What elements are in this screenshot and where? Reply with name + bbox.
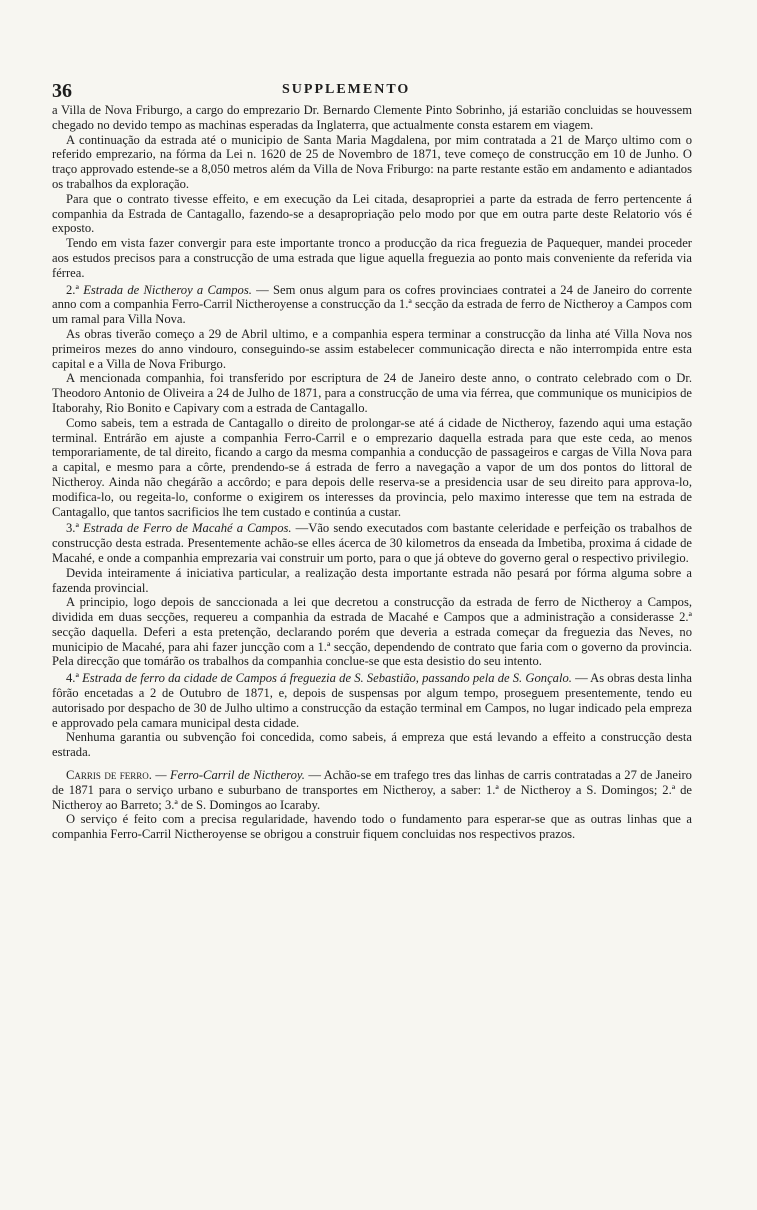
section-paragraph xyxy=(52,283,692,327)
paragraph xyxy=(52,371,692,415)
paragraph-text: Tendo em vista fazer convergir para este importante tronco a producção da rica freguezia de Paquequer, mandei proceder aos estudos precisos para a construcção de uma estrada que ligue aquella freguezia ao ponto mais conveniente da referida via férrea. xyxy=(52,236,692,280)
section-title: Estrada de Nictheroy a Campos. xyxy=(83,282,252,297)
paragraph-text: Devida inteiramente á iniciativa particular, a realização desta importante estrada não pesará por fórma alguma sobre a fazenda provincial. xyxy=(52,565,692,595)
paragraph xyxy=(52,730,692,760)
paragraph xyxy=(52,327,692,371)
paragraph xyxy=(52,566,692,596)
page-number: 36 xyxy=(52,80,72,102)
paragraph xyxy=(52,236,692,280)
body-text xyxy=(52,103,692,842)
running-title: SUPPLEMENTO xyxy=(282,82,411,97)
paragraph-text: O serviço é feito com a precisa regularidade, havendo todo o fundamento para esperar-se que as outras linhas que a companhia Ferro-Carril Nictheroyense se obrigou a construir fiquem concluidas nos respectivos prazos. xyxy=(52,812,692,842)
section-paragraph xyxy=(52,671,692,730)
paragraph-text: A principio, logo depois de sanccionada a lei que decretou a construcção da estrada de ferro de Nictheroy a Campos, dividida em duas secções, requereu a companhia da estrada de Macahé e Campos que a administração a considerasse 2.ª secção daquella. Deferi a esta pretenção, declarando porém que deveria a estrada começar da freguezia das Neves, no municipio de Macahé, para ahi fazer juncção com a 1.ª secção, dependendo de contrato que faria com o governo da provincia. Pela direcção que tomárão os trabalhos da companhia conclue-se que esta desistio do seu intento. xyxy=(52,595,692,669)
section-title: Estrada de Ferro de Macahé a Campos. xyxy=(83,521,292,536)
paragraph-text: — Sem onus algum para os cofres provinciaes contratei a 24 de Janeiro do corrente anno com a companhia Ferro-Carril Nictheroyense a construcção da 1.ª secção da estrada de ferro de Nictheroy a Campos com um ramal para Villa Nova. xyxy=(52,282,692,327)
section-number: 3.ª xyxy=(66,521,79,536)
paragraph-text: As obras tiverão começo a 29 de Abril ultimo, e a companhia espera terminar a construcção da linha até Villa Nova nos primeiros mezes do anno vindouro, conseguindo-se assim estabelecer communicação directa e não interrompida entre esta capital e a Villa de Nova Friburgo. xyxy=(52,326,692,371)
paragraph-text: — As obras desta linha fôrão encetadas a 2 de Outubro de 1871, e, depois de suspensas por algum tempo, proseguem presentemente, tendo eu autorisado por despacho de 30 de Julho ultimo a construcção da estação terminal em Campos, no lugar indicado pela empreza e approvado pela camara municipal desta cidade. xyxy=(52,671,692,730)
section-lead: Carris de ferro. xyxy=(66,768,152,783)
section-number: 4.ª xyxy=(66,671,79,686)
paragraph-text: Como sabeis, tem a estrada de Cantagallo o direito de prolongar-se até á cidade de Nictheroy, fazendo aqui uma estação terminal. Entrárão em ajuste a companhia Ferro-Carril e o emprezario daquella estrada para que este ceda, ao menos temporariamente, de tal direito, ficando a cargo da mesma companhia a conducção de passageiros e cargas de Villa Nova para a capital, e mesmo para a côrte, prendendo-se á estrada de ferro a navegação a vapor de um dos pontos do littoral de Nictheroy. Ainda não chegárão a accôrdo; e para depois delle reserva-se a presidencia usar de seu direito para approva-lo, modifica-lo, ou regeita-lo, conforme o exigirem os interesses da provincia, pelo maximo interesse que tem na estrada de Cantagallo, que tantos sacrificios lhe tem custado e continúa a custar. xyxy=(52,415,692,519)
paragraph-text: Nenhuma garantia ou subvenção foi concedida, como sabeis, á empreza que está levando a effeito a construcção desta estrada. xyxy=(52,730,692,760)
paragraph xyxy=(52,192,692,236)
paragraph-continuation xyxy=(52,103,692,133)
paragraph-text: — Achão-se em trafego tres das linhas de carris contratadas a 27 de Janeiro de 1871 para o serviço urbano e suburbano de transportes em Nictheroy, a saber: 1.ª de Nictheroy a S. Domingos; 2.ª de Nictheroy ao Barreto; 3.ª de S. Domingos ao Icaraby. xyxy=(52,768,692,812)
section-paragraph xyxy=(52,768,692,812)
paragraph xyxy=(52,595,692,669)
paragraph-text: a Villa de Nova Friburgo, a cargo do emprezario Dr. Bernardo Clemente Pinto Sobrinho, já estarião concluidas se houvessem chegado no devido tempo as machinas esperadas da Inglaterra, que actualmente consta estarem em viagem. xyxy=(52,103,692,132)
paragraph-text: A mencionada companhia, foi transferido por escriptura de 24 de Janeiro deste anno, o contrato celebrado com o Dr. Theodoro Antonio de Oliveira a 24 de Julho de 1871, para a construcção de uma via férrea, que communique os municipios de Itaborahy, Rio Bonito e Capivary com a estrada de Cantagallo. xyxy=(52,371,692,415)
section-paragraph xyxy=(52,521,692,565)
paragraph-text: Para que o contrato tivesse effeito, e em execução da Lei citada, desapropriei a parte da estrada de ferro pertencente á companhia da Estrada de Cantagallo, fazendo-se a desapropriação pelo modo por que em outra parte deste Relatorio vós é exposto. xyxy=(52,191,692,236)
paragraph xyxy=(52,416,692,520)
page-header xyxy=(52,80,692,102)
paragraph xyxy=(52,812,692,842)
paragraph xyxy=(52,133,692,192)
section-title: Estrada de ferro da cidade de Campos á freguezia de S. Sebastião, passando pela de S. Gonçalo. xyxy=(82,671,572,686)
section-title: — Ferro-Carril de Nictheroy. xyxy=(155,768,305,783)
section-number: 2.ª xyxy=(66,282,79,297)
paragraph-text: A continuação da estrada até o municipio de Santa Maria Magdalena, por mim contratada a 21 de Março ultimo com o referido emprezario, na fórma da Lei n. 1620 de 25 de Novembro de 1871, teve começo de construcção em 10 de Junho. O traço approvado estende-se a 8,050 metros além da Villa de Nova Friburgo: na parte restante estão em andamento e adiantados os trabalhos da exploração. xyxy=(52,132,692,191)
paragraph-text: —Vão sendo executados com bastante celeridade e perfeição os trabalhos de construcção desta estrada. Presentemente achão-se elles ácerca de 30 kilometros da enseada da Imbetiba, proxima á cidade de Macahé, e onde a companhia emprezaria vai construir um porto, para o que já obteve do governo geral o respectivo privilegio. xyxy=(52,521,692,565)
